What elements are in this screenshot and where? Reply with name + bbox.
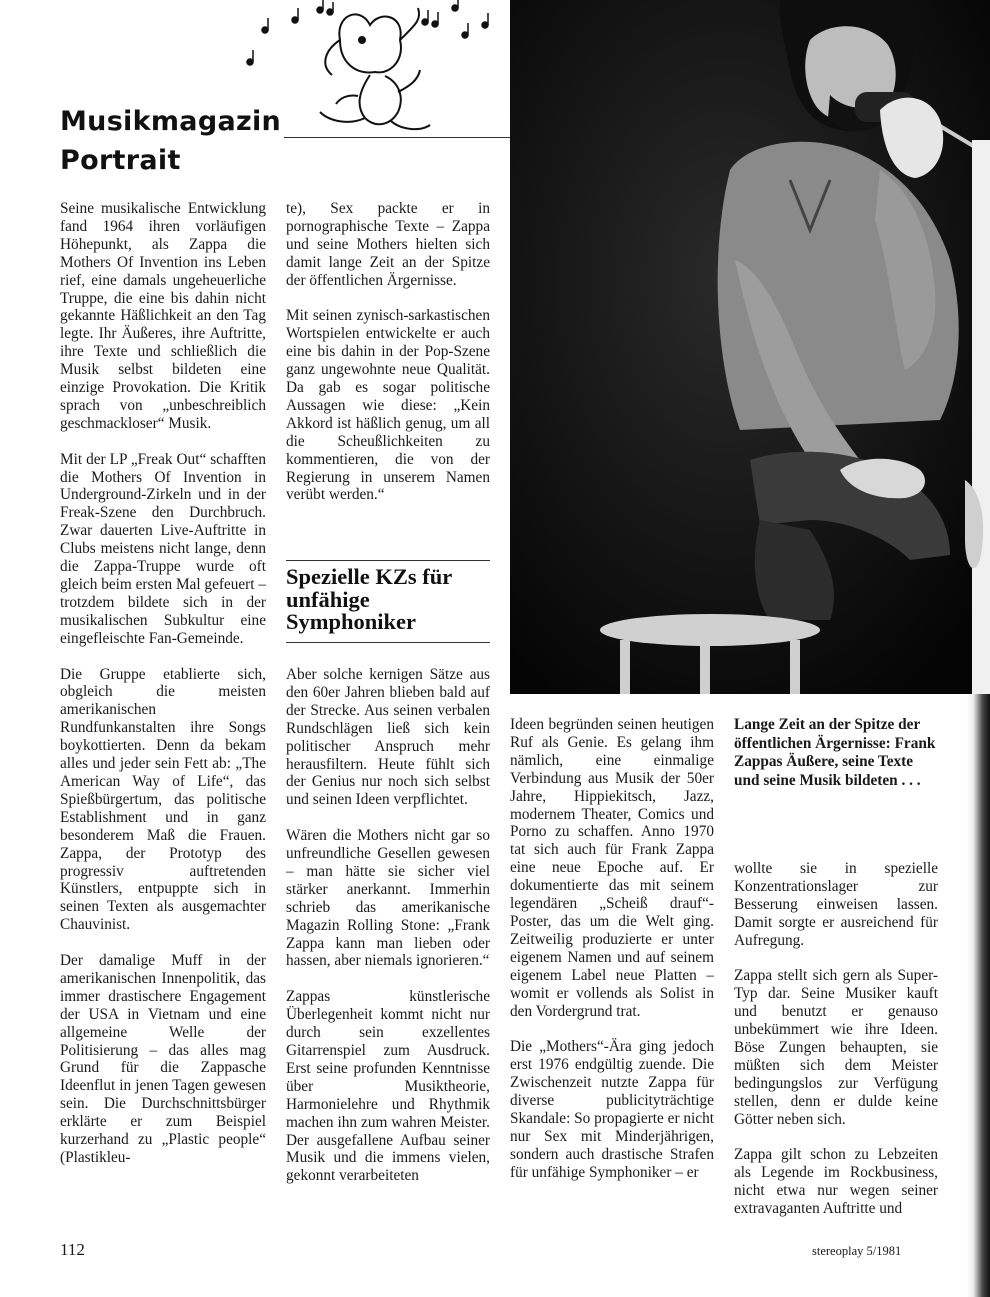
column-4: [734, 860, 938, 1236]
page-number: 112: [60, 1240, 85, 1259]
subheading-rule-top: [286, 560, 490, 561]
photo-caption: Lange Zeit an der Spitze der öffentlichen Ärgernisse: Frank Zappas Äußere, seine Texte und seine Musik bildeten . . .: [734, 716, 936, 789]
paragraph: Aber solche kernigen Sätze aus den 60er Jahren blieben bald auf der Strecke. Aus seinen verbalen Rundschlägen ließ sich kein politischer Anspruch mehr herausfiltern. Heute fühlt sich der Genius nur noch sich selbst und seinen Ideen verpflichtet.: [286, 666, 490, 809]
column-1: [60, 200, 266, 1185]
magazine-issue: stereoplay 5/1981: [812, 1244, 902, 1258]
paragraph: Zappa gilt schon zu Lebzeiten als Legende im Rockbusiness, nicht etwa nur wegen seiner extravaganten Auftritte und: [734, 1146, 938, 1218]
paragraph: Zappas künstlerische Überlegenheit kommt nicht nur durch sein exzellentes Gitarrenspiel zum Ausdruck. Erst seine profunden Kenntnisse über Musiktheorie, Harmonielehre und Rhythmik machen ihn zum wahren Meister. Der ausgefallene Aufbau seiner Musik und die immens vielen, gekonnt verarbeiteten: [286, 988, 490, 1185]
paragraph: Ideen begründen seinen heutigen Ruf als Genie. Es gelang ihm nämlich, eine einmalige Verbindung aus Musik der 50er Jahre, Hippiekitsch, Jazz, modernem Theater, Comics und Porno zu schaffen. Anno 1970 tat sich auch für Frank Zappa eine neue Epoche auf. Er dokumentierte das mit seinem legendären „Scheiß drauf“-Poster, das um die Welt ging. Zeitweilig produzierte er unter eigenem Namen und auf seinem eigenem Label neue Platten – womit er vollends als Solist in den Vordergrund trat.: [510, 716, 714, 1020]
paragraph: Mit seinen zynisch-sarkastischen Wortspielen entwickelte er auch eine bis dahin in der Pop-Szene ganz ungewohnte neue Qualität. Da gab es sogar politische Aussagen wie diese: „Kein Akkord ist häßlich genug, um all die Scheußlichkeiten zu kommentieren, die von der Regierung in unserem Namen verübt werden.“: [286, 307, 490, 504]
paragraph: Seine musikalische Entwicklung fand 1964 ihren vorläufigen Höhepunkt, als Zappa die Mothers Of Invention ins Leben rief, eine damals ungeheuerliche Truppe, die eine bis dahin nicht gekannte Häßlichkeit an den Tag legte. Ihr Äußeres, ihre Auftritte, ihre Texte und schließlich die Musik selbst bildeten eine einzige Provokation. Die Kritik sprach von „unbeschreiblich geschmackloser“ Musik.: [60, 200, 266, 432]
section-title: Musikmagazin: [60, 106, 282, 137]
photo-musician: [510, 0, 990, 694]
paragraph: Mit der LP „Freak Out“ schafften die Mothers Of Invention in Underground-Zirkeln und in der Freak-Szene den Durchbruch. Zwar dauerten Live-Auftritte in Clubs meistens nicht lange, denn die Zappa-Truppe wurde oft gleich beim ersten Mal gefeuert – trotzdem bildete sich in der musikalischen Subkultur eine eingefleischte Fan-Gemeinde.: [60, 450, 267, 647]
paragraph: Zappa stellt sich gern als Super-Typ dar. Seine Musiker kauft und benutzt er genauso unbekümmert wie ihre Ideen. Böse Zungen behaupten, sie müßten sich dem Meister bedingungslos zur Verfügung stellen, denn er dulde keine Götter neben sich.: [734, 967, 938, 1128]
subheading: Spezielle KZs für unfähige Symphoniker: [286, 564, 452, 634]
musician-photo-illustration: [510, 0, 990, 694]
column-3: [510, 716, 714, 1199]
column-2-continued: [286, 666, 490, 1203]
paragraph: wollte sie in spezielle Konzentrationslager zur Besserung einweisen lassen. Damit sorgte er ausreichend für Aufregung.: [734, 860, 938, 949]
subheading-rule-bottom: [286, 642, 490, 643]
paragraph: Die „Mothers“-Ära ging jedoch erst 1976 endgültig zuende. Die Zwischenzeit nutzte Zappa für diverse publicityträchtige Skandale: So propagierte er nicht nur Sex mit Minderjährigen, sondern auch drastische Strafen für unfähige Symphoniker – er: [510, 1038, 714, 1181]
page-edge-shadow: [966, 694, 990, 1297]
paragraph: Der damalige Muff in der amerikanischen Innenpolitik, das immer drastischere Engagement der USA in Vietnam und eine allgemeine Welle der Politisierung – das alles mag Grund für die Zappasche Ideenflut in jenen Tagen gewesen sein. Die Durchschnittsbürger erklärte er zum Beispiel kurzerhand zu „Plastic people“ (Plastikleu-: [60, 952, 266, 1166]
column-2: [286, 200, 490, 522]
paragraph: Die Gruppe etablierte sich, obgleich die meisten amerikanischen Rundfunkanstalten ihre Songs boykottierten. Denn da bekam alles und jeder sein Fett ab: „The American Way of Life“, das Spießbürgertum, das politische Establishment und in ganz besonderem Maß die Frauen. Zappa, der Prototyp des progressiv auftretenden Künstlers, entpuppte sich in seinen Texten als ausgemachter Chauvinist.: [60, 665, 266, 934]
header-rule: [284, 137, 510, 138]
paragraph: Wären die Mothers nicht gar so unfreundliche Gesellen gewesen – man hätte sie sicher viel stärker anerkannt. Immerhin schrieb das amerikanische Magazin Rolling Stone: „Frank Zappa kann man lieben oder hassen, aber niemals ignorieren.“: [286, 827, 490, 970]
section-kicker: Portrait: [60, 145, 181, 176]
paragraph: te), Sex packte er in pornographische Texte – Zappa und seine Mothers hielten sich damit lange Zeit an der Spitze der öffentlichen Ärgernisse.: [286, 200, 490, 289]
